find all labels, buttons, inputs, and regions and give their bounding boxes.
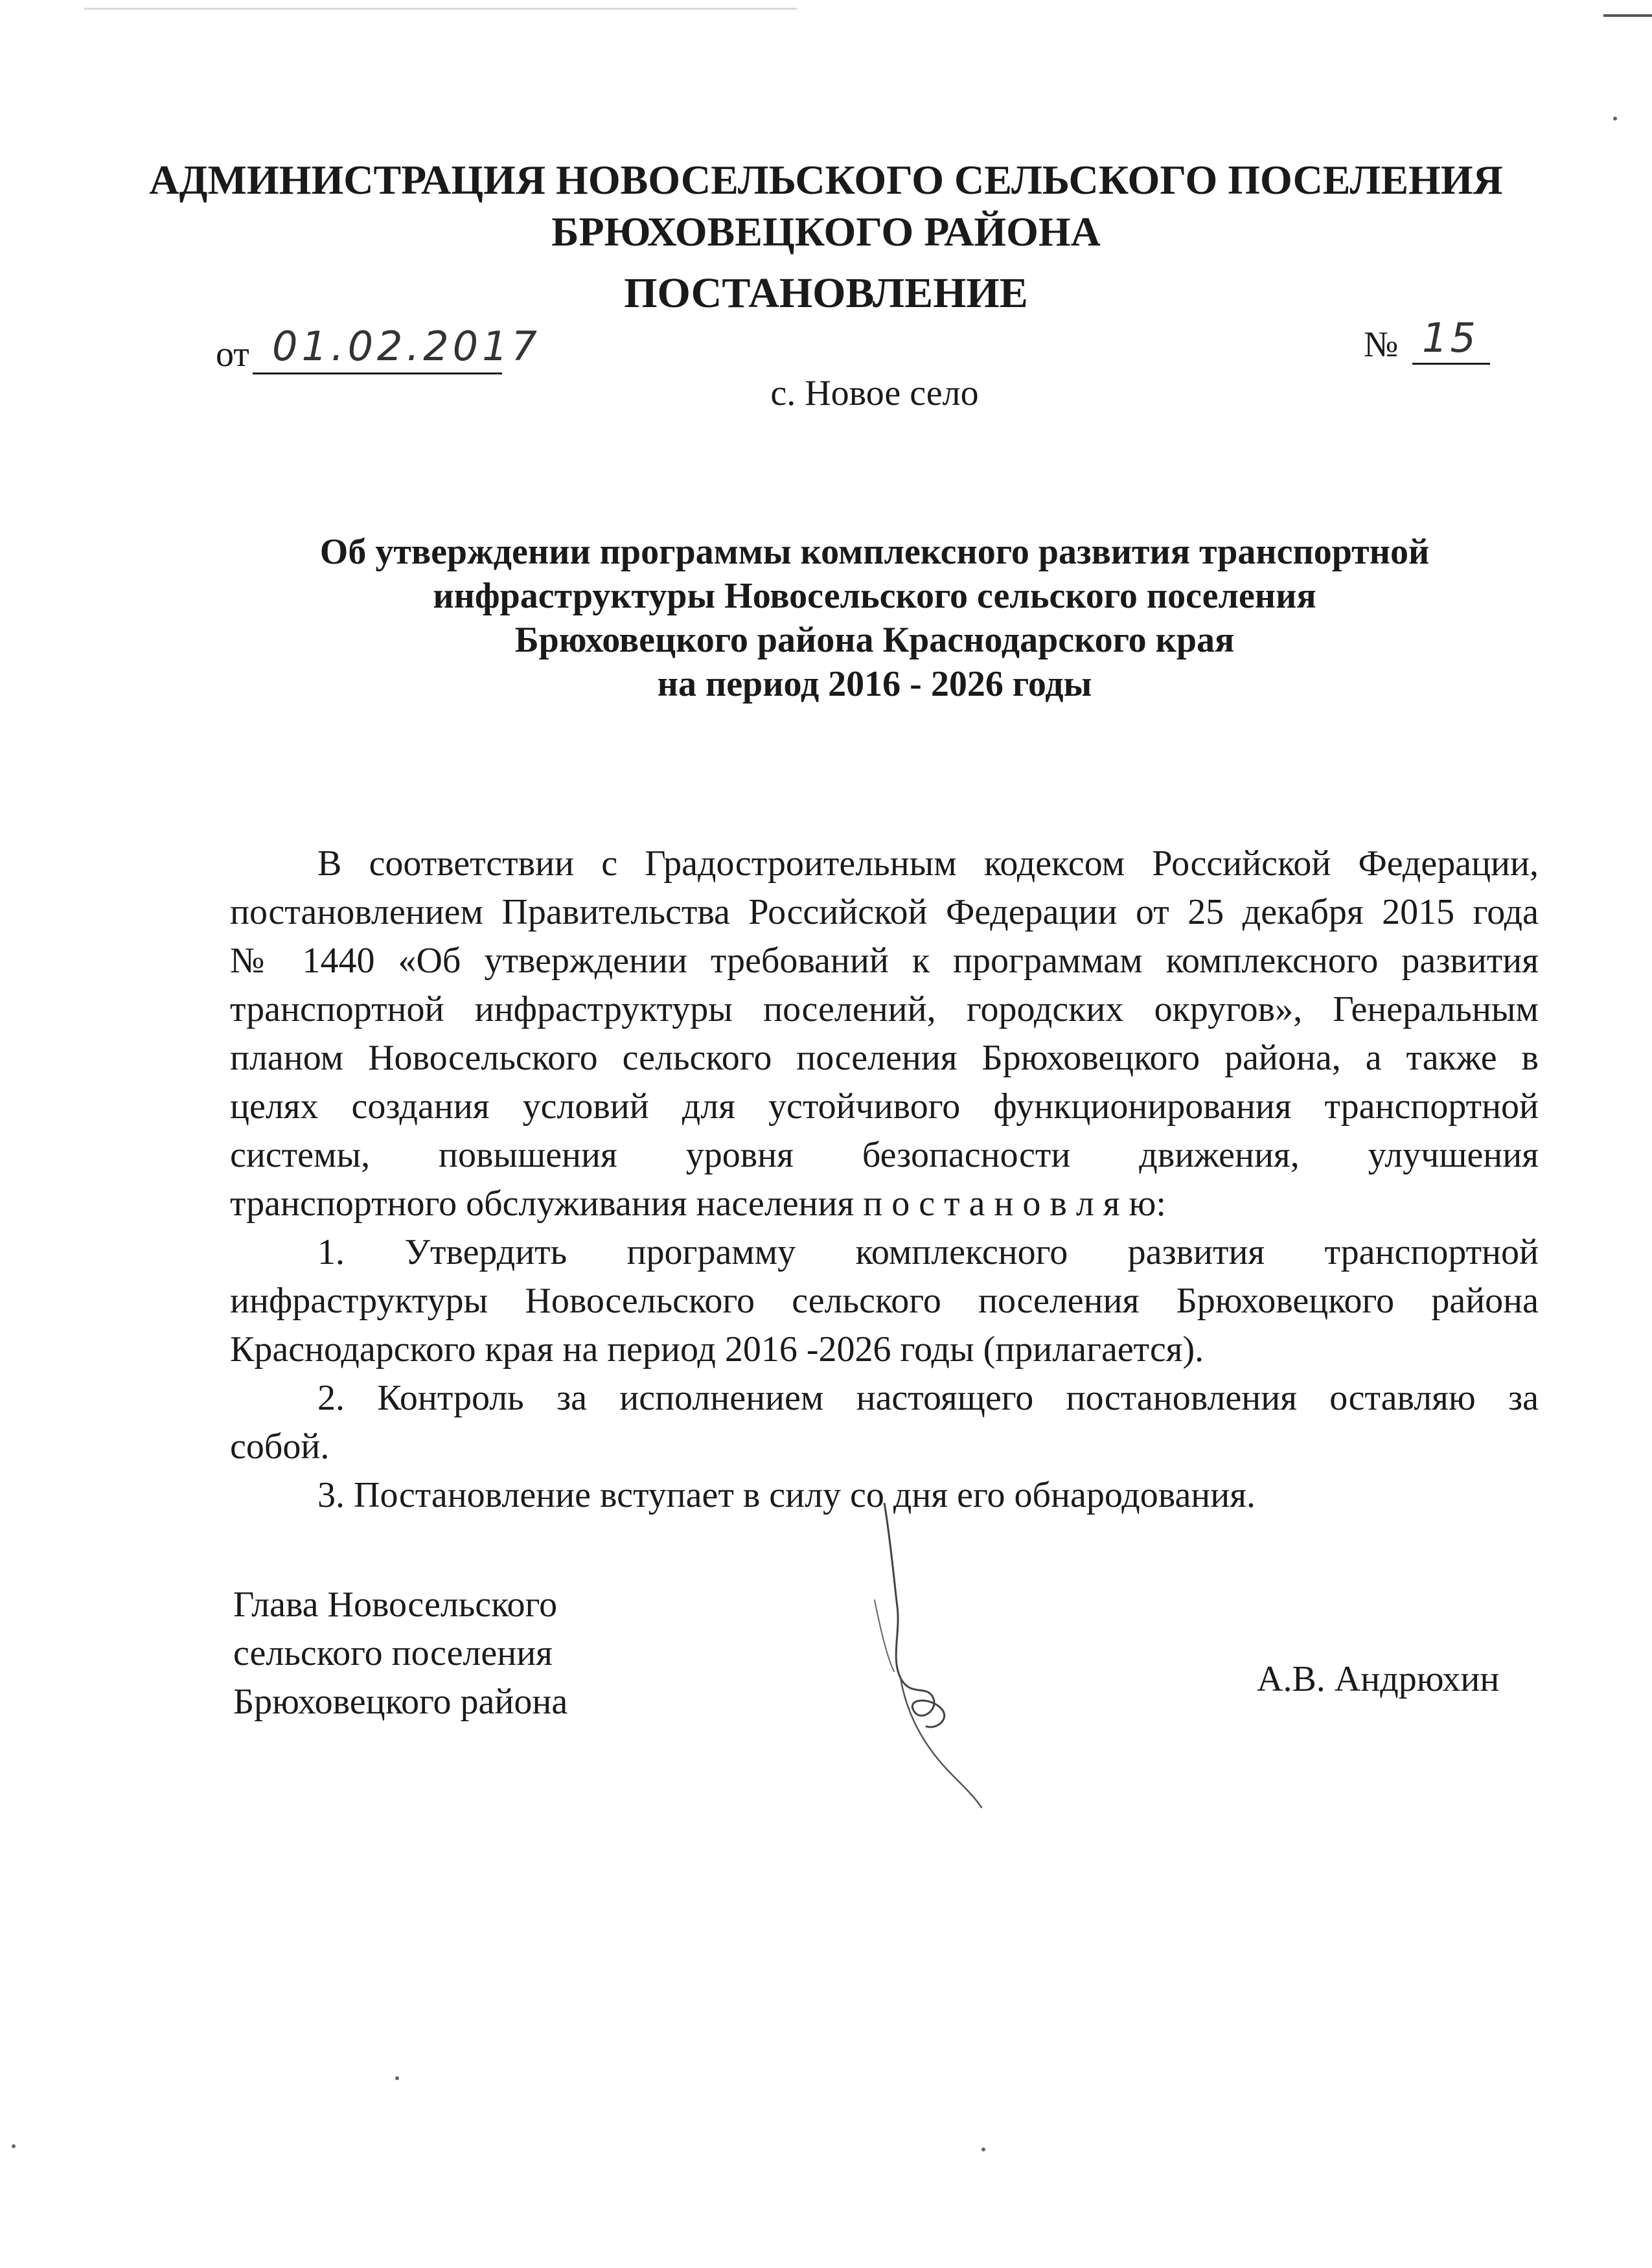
document-title-line-2: инфраструктуры Новосельского сельского поселения [433,576,1316,616]
document-title-line-3: Брюховецкого района Краснодарского края [514,620,1235,660]
body-line: В соответствии с Градостроительным кодексом Российской Федерации, [317,843,1539,884]
document-title-line-1: Об утверждении программы комплексного развития транспортной [319,532,1430,572]
scan-edge-right [1603,14,1652,17]
number-handwritten: 15 [1422,314,1478,361]
body-line: собой. [230,1426,330,1467]
document-type: ПОСТАНОВЛЕНИЕ [624,269,1028,317]
scan-speck [12,2144,16,2148]
body-line: 3. Постановление вступает в силу со дня его обнародования. [317,1475,1256,1515]
body-line: 2. Контроль за исполнением настоящего постановления оставляю за [317,1378,1539,1418]
administration-name-line-2: БРЮХОВЕЦКОГО РАЙОНА [551,209,1101,255]
handwritten-signature [855,1503,1024,1814]
body-line: № 1440 «Об утверждении требований к программам комплексного развития [230,941,1539,981]
scan-speck [395,2076,399,2080]
body-item-2 [230,1374,1539,1471]
body-line: системы, повышения уровня безопасности движения, улучшения [230,1135,1539,1175]
body-line: инфраструктуры Новосельского сельского поселения Брюховецкого района [230,1281,1539,1321]
document-title-line-4: на период 2016 - 2026 годы [657,664,1092,704]
signatory-position-line: Глава Новосельского [233,1585,558,1625]
body-line: 1. Утвердить программу комплексного развития транспортной [317,1232,1539,1272]
body-item-1 [230,1228,1539,1374]
number-label: № [1364,325,1399,365]
administration-name-line-1: АДМИНИСТРАЦИЯ НОВОСЕЛЬСКОГО СЕЛЬСКОГО ПОСЕЛЕНИЯ [149,157,1503,203]
signatory-position [233,1581,568,1726]
scan-speck [1613,117,1617,120]
place-of-issue: с. Новое село [770,373,979,413]
signatory-name: А.В. Андрюхин [1257,1659,1500,1699]
body-line: транспортной инфраструктуры поселений, городских округов», Генеральным [230,989,1539,1029]
body-line: транспортного обслуживания населения п о с т а н о в л я ю: [230,1184,1166,1224]
date-handwritten: 01.02.2017 [272,323,541,370]
scan-edge-top [84,8,797,10]
body-line: целях создания условий для устойчивого функционирования транспортной [230,1086,1539,1127]
body-line: Краснодарского края на период 2016 -2026 годы (прилагается). [230,1329,1204,1369]
body-paragraph-preamble [230,840,1539,1228]
body-line: планом Новосельского сельского поселения Брюховецкого района, а также в [230,1038,1539,1078]
signatory-position-line: Брюховецкого района [233,1682,568,1722]
scan-speck [981,2148,985,2151]
date-label: от [216,334,249,374]
signatory-position-line: сельского поселения [233,1633,553,1673]
body-line: постановлением Правительства Российской Федерации от 25 декабря 2015 года [230,892,1539,932]
